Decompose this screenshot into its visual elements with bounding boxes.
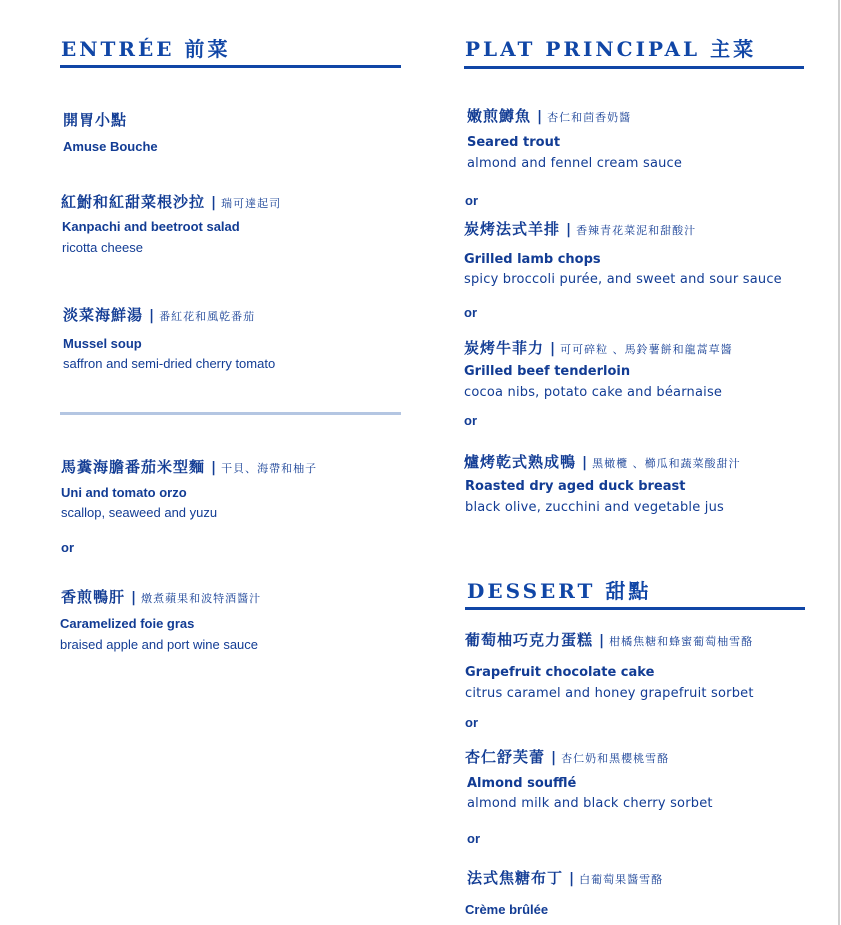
separator: | [569, 871, 575, 887]
dessert-item-grapefruit [465, 629, 753, 650]
entree-item-foie-gras [61, 586, 261, 607]
dish-name-zh: 紅鮒和紅甜菜根沙拉 [61, 193, 206, 211]
entree-item-mussel [63, 304, 255, 325]
dish-name-zh: 炭烤牛菲力 [464, 339, 545, 357]
entree-title-rule [60, 65, 401, 68]
dish-description: almond milk and black cherry sorbet [467, 796, 713, 811]
dish-name-en: Uni and tomato orzo [61, 485, 187, 500]
dish-note-zh: 可可碎粒 、馬鈴薯餅和龍蒿草醬 [560, 343, 733, 356]
dish-name-zh: 炭烤法式羊排 [464, 220, 561, 238]
or-label: or [61, 540, 74, 555]
separator: | [599, 633, 605, 649]
dish-name-zh: 馬糞海膽番茄米型麵 [61, 458, 206, 476]
dish-name-en: Grapefruit chocolate cake [465, 665, 655, 680]
separator: | [211, 195, 217, 211]
dish-note-zh: 杏仁奶和黑櫻桃雪酪 [561, 752, 670, 765]
main-item-lamb [464, 218, 696, 239]
dish-description: almond and fennel cream sauce [467, 156, 683, 171]
dish-name-en: Almond soufflé [467, 776, 577, 791]
dish-name-zh: 杏仁舒芙蕾 [465, 748, 546, 766]
dish-note-zh: 干貝、海帶和柚子 [221, 462, 318, 475]
dessert-item-souffle [465, 746, 669, 767]
dish-name-en: Roasted dry aged duck breast [465, 479, 686, 494]
entree-divider [60, 412, 401, 415]
dish-note-zh: 杏仁和茴香奶醬 [547, 111, 632, 124]
or-label: or [464, 305, 477, 320]
dish-name-en: Crème brûlée [465, 902, 549, 917]
entree-item-kanpachi [61, 191, 281, 212]
dish-name-zh: 開胃小點 [63, 111, 128, 129]
page-edge [838, 0, 840, 925]
dish-name-zh: 淡菜海鮮湯 [63, 306, 144, 324]
main-item-trout [467, 105, 631, 126]
separator: | [211, 460, 217, 476]
dish-name-en: Caramelized foie gras [60, 616, 195, 631]
dessert-title-rule [465, 607, 805, 610]
dish-name-zh: 爐烤乾式熟成鴨 [464, 453, 577, 471]
or-label: or [465, 193, 478, 208]
separator: | [149, 308, 155, 324]
dish-name-en: Seared trout [467, 135, 561, 150]
dessert-item-creme-brulee [467, 867, 663, 888]
dish-name-en: Kanpachi and beetroot salad [62, 219, 240, 234]
entree-item-amuse [63, 109, 127, 130]
dish-name-en: Grilled beef tenderloin [464, 364, 631, 379]
dish-description: saffron and semi-dried cherry tomato [63, 356, 276, 371]
dish-description: spicy broccoli purée, and sweet and sour sauce [464, 272, 782, 287]
dish-name-zh: 葡萄柚巧克力蛋糕 [465, 631, 594, 649]
dish-description: cocoa nibs, potato cake and béarnaise [464, 385, 723, 400]
dish-name-en: Grilled lamb chops [464, 252, 601, 267]
dish-note-zh: 香辣青花菜泥和甜酸汁 [576, 224, 697, 237]
main-section-title: PLAT PRINCIPAL 主菜 [465, 37, 757, 61]
separator: | [551, 750, 557, 766]
separator: | [537, 109, 543, 125]
dish-description: scallop, seaweed and yuzu [61, 505, 218, 520]
main-item-beef [464, 337, 733, 358]
dish-note-zh: 番紅花和風乾番茄 [159, 310, 256, 323]
separator: | [566, 222, 572, 238]
main-item-duck [464, 451, 741, 472]
separator: | [582, 455, 588, 471]
dish-name-zh: 法式焦糖布丁 [467, 869, 564, 887]
or-label: or [467, 831, 480, 846]
dish-description: braised apple and port wine sauce [60, 637, 259, 652]
dish-note-zh: 瑞可達起司 [221, 197, 282, 210]
or-label: or [464, 413, 477, 428]
dish-name-zh: 嫩煎鱒魚 [467, 107, 532, 125]
main-title-rule [464, 66, 804, 69]
separator: | [131, 590, 137, 606]
or-label: or [465, 715, 478, 730]
dish-note-zh: 燉煮蘋果和波特酒醬汁 [141, 592, 262, 605]
entree-item-uni [61, 456, 317, 477]
entree-section-title: ENTRÉE 前菜 [61, 37, 231, 61]
dish-description: black olive, zucchini and vegetable jus [465, 500, 724, 515]
dessert-section-title: DESSERT 甜點 [467, 579, 652, 603]
dish-description: ricotta cheese [62, 240, 143, 255]
dish-note-zh: 白葡萄果醬雪酪 [579, 873, 664, 886]
dish-note-zh: 黑橄欖 、櫛瓜和蔬菜酸甜汁 [592, 457, 741, 470]
dish-name-en: Amuse Bouche [63, 139, 158, 154]
dish-name-en: Mussel soup [63, 336, 142, 351]
dish-name-zh: 香煎鴨肝 [61, 588, 126, 606]
dish-description: citrus caramel and honey grapefruit sorbet [465, 686, 754, 701]
separator: | [550, 341, 556, 357]
dish-note-zh: 柑橘焦糖和蜂蜜葡萄柚雪酪 [609, 635, 754, 648]
